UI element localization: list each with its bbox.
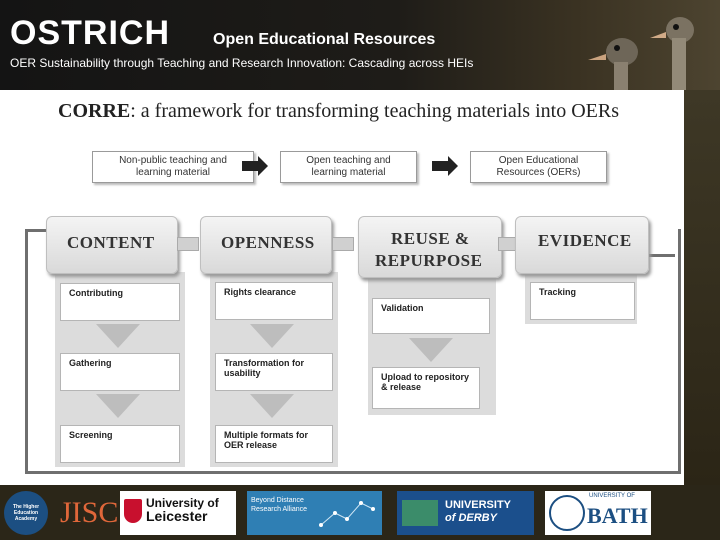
title-acronym: CORRE <box>58 100 131 122</box>
bdra-logo <box>247 491 382 535</box>
header-banner <box>0 0 720 90</box>
loop-return-segment <box>25 229 47 232</box>
derby-logo <box>397 491 534 535</box>
phase-connector <box>177 237 199 251</box>
flow-box-open-material <box>280 151 417 183</box>
flow-label: Open teaching and learning material <box>306 155 391 178</box>
flow-arrow-icon <box>240 155 270 177</box>
phase-reuse-repurpose <box>358 216 502 278</box>
logo-text <box>251 496 307 514</box>
bath-logo <box>545 491 651 535</box>
logo-text-line2: Research Alliance <box>251 506 308 513</box>
step-box: Tracking <box>530 282 635 320</box>
leicester-logo <box>120 491 236 535</box>
phase-label-line1: REUSE & <box>391 229 470 248</box>
logo-text-line2: Leicester <box>146 508 208 524</box>
down-arrow-icon <box>409 338 453 362</box>
logo-text-line1: UNIVERSITY <box>445 499 512 511</box>
flow-box-oers <box>470 151 607 183</box>
jisc-logo: JISC <box>60 496 119 529</box>
phase-evidence <box>515 216 649 274</box>
constellation-icon <box>317 495 377 531</box>
bath-seal-icon <box>549 495 585 531</box>
step-box: Rights clearance <box>215 282 333 320</box>
flow-arrow-icon <box>430 155 460 177</box>
step-box: Transformation for usability <box>215 353 333 391</box>
down-arrow-icon <box>250 324 294 348</box>
step-box: Contributing <box>60 283 180 321</box>
brand-name: OSTRICH <box>10 14 170 52</box>
logo-text-line2: of DERBY <box>445 512 497 524</box>
phase-label: CONTENT <box>67 233 155 252</box>
logo-text-line1: Beyond Distance <box>251 497 304 504</box>
derby-hills-icon <box>402 500 438 526</box>
phase-connector <box>332 237 354 251</box>
tagline: OER Sustainability through Teaching and Research Innovation: Cascading across HEIs <box>10 56 474 70</box>
slide-title <box>58 100 619 123</box>
phase-content <box>46 216 178 274</box>
ostrich-photo <box>570 0 720 90</box>
phase-label: EVIDENCE <box>538 231 632 250</box>
flow-box-nonpublic <box>92 151 254 183</box>
logo-text-line2: BATH <box>587 503 648 528</box>
step-box: Gathering <box>60 353 180 391</box>
flow-label: Open Educational Resources (OERs) <box>496 155 581 178</box>
brand-subtitle: Open Educational Resources <box>213 31 436 48</box>
phase-openness <box>200 216 332 274</box>
down-arrow-icon <box>96 394 140 418</box>
hea-logo <box>4 491 48 535</box>
step-box: Upload to repository & release <box>372 367 480 409</box>
loop-exit-segment <box>648 254 675 257</box>
phase-label-line2: REPURPOSE <box>375 251 483 270</box>
step-box: Validation <box>372 298 490 334</box>
down-arrow-icon <box>96 324 140 348</box>
logo-text-line1: University of <box>146 496 219 510</box>
step-box: Screening <box>60 425 180 463</box>
logo-text: The Higher Education Academy <box>12 504 40 522</box>
logo-text <box>445 499 511 525</box>
down-arrow-icon <box>250 394 294 418</box>
phase-label: OPENNESS <box>221 233 315 252</box>
flow-label: Non-public teaching and learning material <box>119 155 227 178</box>
title-rest: : a framework for transforming teaching materials into OERs <box>130 100 619 122</box>
step-box: Multiple formats for OER release <box>215 425 333 463</box>
side-strip <box>684 90 720 485</box>
logo-text <box>146 497 219 523</box>
logo-text-line1: UNIVERSITY OF <box>589 493 635 499</box>
leicester-crest-icon <box>124 499 142 523</box>
